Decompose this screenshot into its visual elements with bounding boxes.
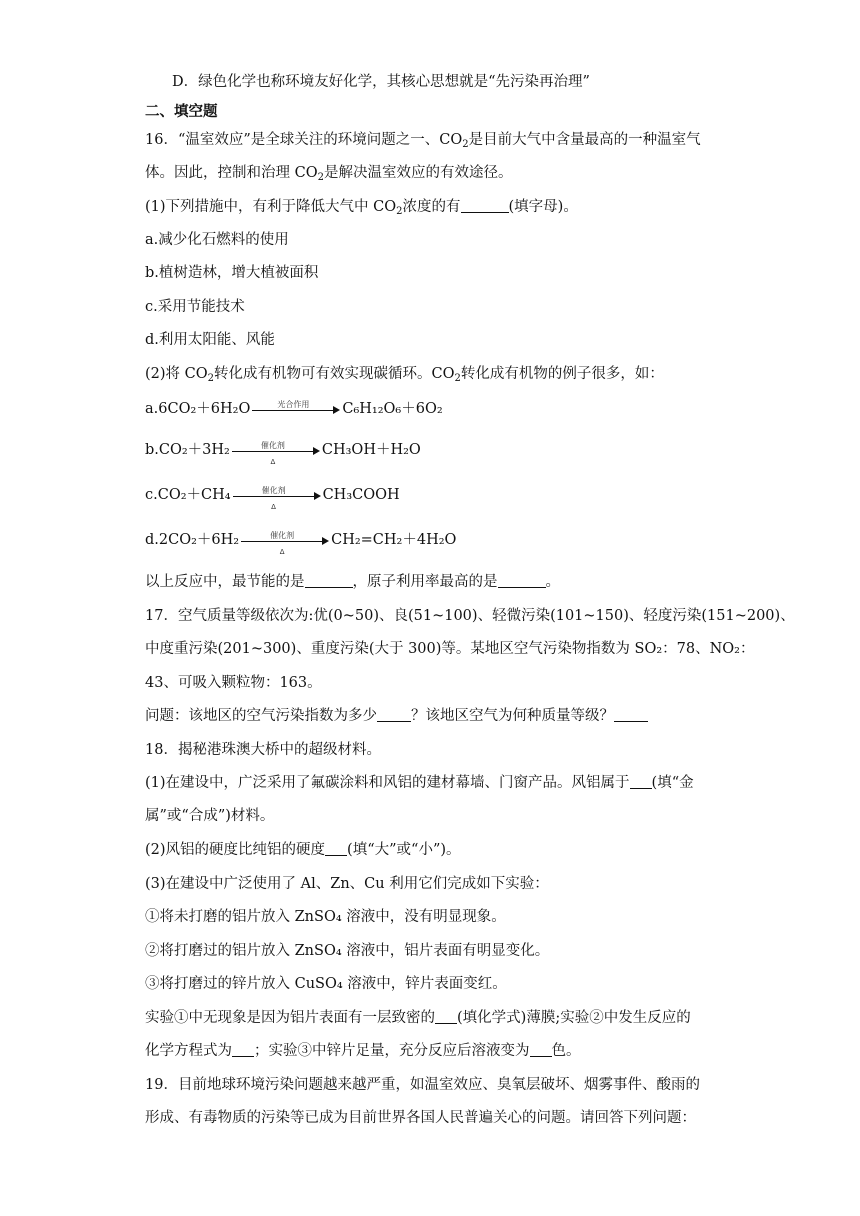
- reaction-arrow: 催化剂 Δ: [233, 484, 321, 506]
- q16-option-a: a.减少化石燃料的使用: [145, 232, 289, 248]
- reaction-d: d.2CO₂＋6H₂ 催化剂 Δ CH₂=CH₂＋4H₂O: [145, 531, 457, 556]
- answer-blank[interactable]: [630, 774, 652, 789]
- answer-blank[interactable]: [530, 1042, 552, 1057]
- reaction-b: b.CO₂＋3H₂ 催化剂 Δ CH₃OH＋H₂O: [145, 441, 421, 466]
- answer-blank[interactable]: [305, 573, 353, 588]
- answer-blank[interactable]: [614, 707, 648, 722]
- q16-stem-line2: 体。因此，控制和治理 $CO_2$是解决温室效应的有效途径。: [145, 165, 513, 183]
- q18-title: 18．揭秘港珠澳大桥中的超级材料。: [145, 742, 381, 758]
- reaction-arrow: 光合作用: [252, 398, 340, 420]
- answer-blank[interactable]: [325, 841, 347, 856]
- q17-question: 问题：该地区的空气污染指数为多少 ？该地区空气为何种质量等级？: [145, 706, 648, 726]
- q17-stem-line1: 17．空气质量等级依次为:优(0~50)、良(51~100)、轻微污染(101~150)、轻度污染(151~200)、: [145, 608, 795, 624]
- q16-part1: (1)下列措施中，有利于降低大气中 $CO_2$浓度的有 (填字母)。: [145, 199, 578, 217]
- answer-blank[interactable]: [377, 707, 411, 722]
- q18-part2: (2)风铝的硬度比纯铝的硬度 (填“大”或“小”)。: [145, 842, 461, 858]
- q18-part1-line2: 属”或“合成”)材料。: [145, 808, 275, 824]
- answer-blank[interactable]: [232, 1042, 254, 1057]
- reaction-arrow: 催化剂 Δ: [232, 439, 320, 461]
- q18-part4-line1: 实验①中无现象是因为铝片表面有一层致密的 (填化学式)薄膜;实验②中发生反应的: [145, 1010, 691, 1026]
- q17-stem-line3: 43、可吸入颗粒物：163。: [145, 675, 322, 691]
- q18-part4-line2: 化学方程式为 ；实验③中锌片足量，充分反应后溶液变为 色。: [145, 1043, 581, 1059]
- q16-part3: 以上反应中，最节能的是 ，原子利用率最高的是 。: [145, 574, 560, 590]
- q16-option-b: b.植树造林，增大植被面积: [145, 265, 319, 281]
- section-title: 二、填空题: [145, 104, 218, 120]
- q19-stem-line1: 19．目前地球环境污染问题越来越严重，如温室效应、臭氧层破坏、烟雾事件、酸雨的: [145, 1077, 700, 1093]
- experiment-2: ②将打磨过的铝片放入 ZnSO₄ 溶液中，铝片表面有明显变化。: [145, 943, 550, 959]
- reaction-c: c.CO₂＋CH₄ 催化剂 Δ CH₃COOH: [145, 486, 400, 511]
- q16-part2: (2)将 $CO_2$转化成有机物可有效实现碳循环。$CO_2$转化成有机物的例子很多，如：: [145, 366, 664, 384]
- answer-blank[interactable]: [435, 1009, 457, 1024]
- q17-stem-line2: 中度重污染(201~300)、重度污染(大于 300)等。某地区空气污染物指数为 SO₂：78、NO₂：: [145, 641, 755, 657]
- reaction-arrow: 催化剂 Δ: [241, 529, 329, 551]
- q16-option-d: d.利用太阳能、风能: [145, 332, 275, 348]
- q18-part1-line1: (1)在建设中，广泛采用了氟碳涂料和风铝的建材幕墙、门窗产品。风铝属于 (填“金: [145, 775, 694, 791]
- option-d: D．绿色化学也称环境友好化学，其核心思想就是“先污染再治理”: [172, 74, 590, 90]
- answer-blank[interactable]: [461, 198, 509, 213]
- q16-stem-line1: 16．“温室效应”是全球关注的环境问题之一、$CO_2$是目前大气中含量最高的一种温室气: [145, 132, 701, 150]
- answer-blank[interactable]: [498, 573, 546, 588]
- q18-part3: (3)在建设中广泛使用了 Al、Zn、Cu 利用它们完成如下实验：: [145, 876, 549, 892]
- experiment-1: ①将未打磨的铝片放入 ZnSO₄ 溶液中，没有明显现象。: [145, 909, 506, 925]
- reaction-a: a.6CO₂＋6H₂O 光合作用 C₆H₁₂O₆＋6O₂: [145, 398, 443, 420]
- q19-stem-line2: 形成、有毒物质的污染等已成为目前世界各国人民普遍关心的问题。请回答下列问题：: [145, 1110, 696, 1126]
- q16-option-c: c.采用节能技术: [145, 299, 245, 315]
- experiment-3: ③将打磨过的锌片放入 CuSO₄ 溶液中，锌片表面变红。: [145, 976, 507, 992]
